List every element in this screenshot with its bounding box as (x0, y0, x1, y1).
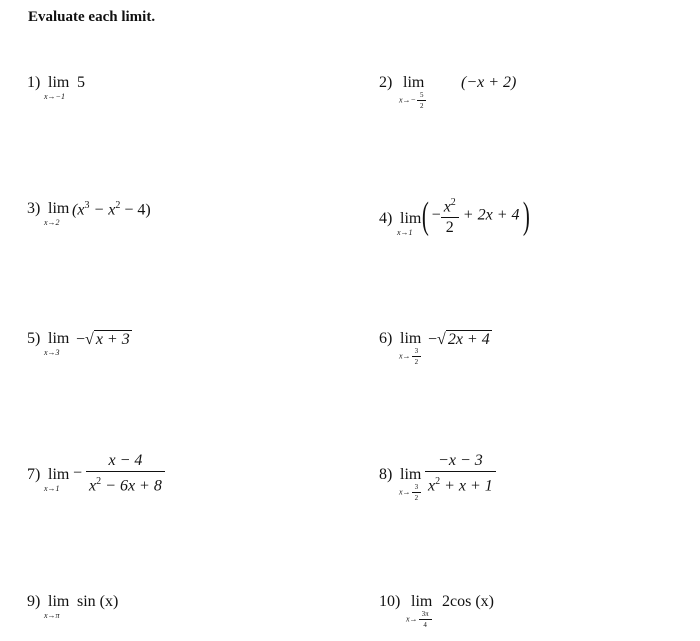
problem-number: 3) (27, 200, 41, 217)
exponent: 2 (96, 476, 102, 487)
subscript-numerator: 5 (417, 91, 427, 101)
lim-operator: lim (48, 466, 70, 483)
left-paren: ( (421, 194, 429, 237)
limit-subscript: x→1 (397, 228, 413, 237)
fraction (441, 194, 459, 237)
denominator (425, 472, 496, 495)
limit-expression (76, 330, 132, 349)
subscript-prefix: x→− (399, 95, 416, 105)
limit-expression: 5 (77, 74, 85, 91)
limit-expression (419, 194, 532, 237)
problem-number: 5) (27, 330, 41, 347)
limit-expression: (−x + 2) (461, 74, 517, 91)
lim-operator: lim (400, 330, 422, 347)
minus-sign: − (431, 206, 441, 224)
fraction (425, 452, 496, 495)
lim-operator: lim (48, 200, 70, 217)
expr-part: (x (72, 201, 85, 219)
lim-operator: lim (400, 466, 422, 483)
denominator (86, 472, 165, 495)
limit-subscript (399, 483, 421, 502)
subscript-fraction (419, 610, 432, 629)
radicand: x + 3 (95, 331, 130, 348)
lim-operator: lim (48, 330, 70, 347)
problem-number: 4) (379, 210, 393, 227)
square-root: √ x + 3 (85, 331, 130, 348)
minus-sign: − (73, 464, 83, 482)
exponent: 2 (435, 476, 441, 487)
limit-subscript (399, 347, 421, 366)
problem-number: 8) (379, 466, 393, 483)
minus-sign: − (428, 331, 438, 348)
problem-number: 2) (379, 74, 393, 91)
numerator (441, 194, 459, 218)
limit-expression: 2cos (x) (442, 593, 494, 610)
square-root: √ 2x + 4 (437, 331, 490, 348)
subscript-prefix: x→ (399, 487, 411, 497)
subscript-fraction (417, 91, 427, 110)
radicand: 2x + 4 (447, 331, 490, 348)
subscript-denominator: 2 (419, 102, 424, 110)
subscript-prefix: x→ (399, 351, 411, 361)
limit-subscript (406, 610, 432, 629)
limit-expression (73, 452, 165, 495)
denominator: 2 (445, 219, 454, 237)
expr-part: − 4) (120, 201, 151, 219)
limit-subscript: x→1 (44, 484, 60, 493)
limit-subscript: x→−1 (44, 92, 65, 101)
problem-number: 9) (27, 593, 41, 610)
denominator-base: x (89, 477, 97, 495)
subscript-denominator: 2 (414, 494, 419, 502)
denominator-base: x (428, 477, 436, 495)
limit-expression (72, 200, 151, 219)
expr-part: + 2x + 4 (458, 206, 520, 224)
denominator-rest: − 6x + 8 (101, 477, 162, 495)
subscript-fraction (412, 483, 422, 502)
limit-subscript (399, 91, 426, 110)
subscript-numerator: 3 (412, 483, 422, 493)
numerator: −x − 3 (425, 452, 496, 472)
expr-part: − x (89, 201, 116, 219)
subscript-prefix: x→ (406, 614, 418, 624)
problem-number: 7) (27, 466, 41, 483)
limit-subscript: x→2 (44, 218, 60, 227)
numerator-base: x (443, 198, 451, 216)
limit-expression (425, 452, 496, 495)
lim-operator: lim (48, 593, 70, 610)
lim-operator: lim (48, 74, 70, 91)
worksheet-title: Evaluate each limit. (28, 9, 156, 25)
lim-operator: lim (400, 210, 422, 227)
problem-number: 1) (27, 74, 41, 91)
right-paren: ) (522, 194, 530, 237)
problem-number: 10) (379, 593, 401, 610)
limit-expression (428, 330, 492, 349)
limit-subscript: x→π (44, 611, 60, 620)
lim-operator: lim (403, 74, 425, 91)
fraction (86, 452, 165, 495)
subscript-numerator: 3 (412, 347, 422, 357)
limit-subscript: x→3 (44, 348, 60, 357)
exponent: 2 (115, 200, 121, 211)
limit-expression: sin (x) (77, 593, 119, 610)
exponent: 2 (450, 197, 456, 208)
subscript-fraction (412, 347, 422, 366)
subscript-denominator: 2 (414, 358, 419, 366)
subscript-numerator: 3π (419, 610, 432, 620)
lim-operator: lim (411, 593, 433, 610)
problem-number: 6) (379, 330, 393, 347)
minus-sign: − (76, 331, 86, 348)
subscript-denominator: 4 (423, 621, 427, 629)
exponent: 3 (84, 200, 90, 211)
numerator: x − 4 (86, 452, 165, 472)
denominator-rest: + x + 1 (440, 477, 493, 495)
